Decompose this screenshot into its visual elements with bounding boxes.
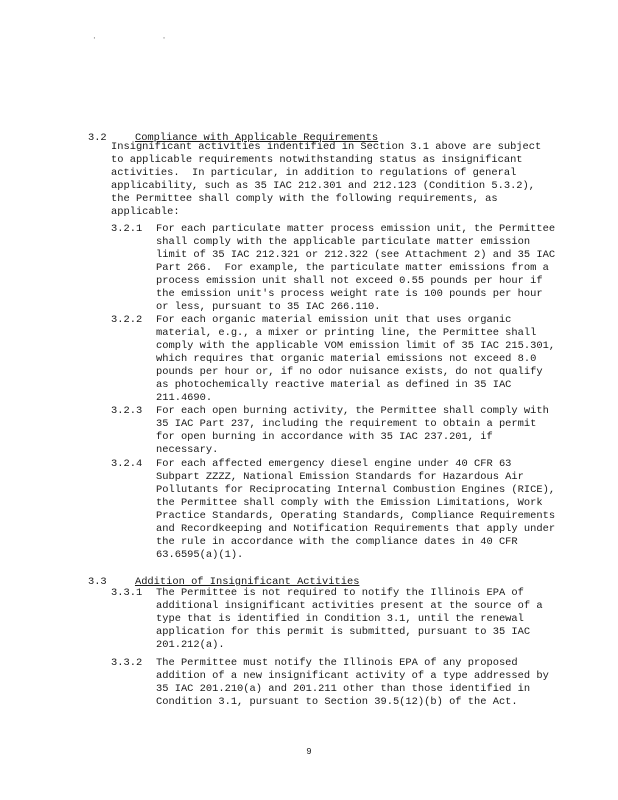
section-number: 3.2 bbox=[87, 132, 107, 144]
intro-line: activities. In particular, in addition to regulations of general bbox=[111, 167, 517, 179]
text-line: process emission unit shall not exceed 0.55 pounds per hour if bbox=[156, 275, 543, 287]
condition-number: 3.2.1 bbox=[111, 223, 143, 235]
section-title: Addition of Insignificant Activities bbox=[134, 576, 360, 588]
text-line: application for this permit is submitted, pursuant to 35 IAC bbox=[156, 626, 531, 638]
condition-number: 3.3.2 bbox=[111, 657, 143, 669]
text-line: type that is identified in Condition 3.1, until the renewal bbox=[156, 613, 524, 625]
condition-number: 3.2.2 bbox=[111, 314, 143, 326]
text-line: limit of 35 IAC 212.321 or 212.322 (see Attachment 2) and 35 IAC bbox=[156, 249, 556, 261]
text-line: the rule in accordance with the compliance dates in 40 CFR bbox=[156, 536, 518, 548]
section-number: 3.3 bbox=[87, 576, 107, 588]
condition-number: 3.3.1 bbox=[111, 587, 143, 599]
condition-text bbox=[156, 587, 556, 652]
intro-line: to applicable requirements notwithstanding status as insignificant bbox=[111, 154, 523, 166]
condition-text bbox=[156, 458, 556, 562]
intro-line: applicability, such as 35 IAC 212.301 and 212.123 (Condition 5.3.2), bbox=[111, 180, 536, 192]
text-line: material, e.g., a mixer or printing line, the Permittee shall bbox=[156, 327, 537, 339]
intro-line: the Permittee shall comply with the following requirements, as bbox=[111, 193, 498, 205]
text-line: 63.6595(a)(1). bbox=[156, 549, 244, 561]
text-line: the emission unit's process weight rate is 100 pounds per hour bbox=[156, 288, 543, 300]
text-line: which requires that organic material emissions not exceed 8.0 bbox=[156, 353, 537, 365]
text-line: additional insignificant activities present at the source of a bbox=[156, 600, 543, 612]
scan-artifact-dots: · · bbox=[92, 34, 197, 43]
page-number: 9 bbox=[306, 747, 312, 757]
text-line: the Permittee shall comply with the Emission Limitations, Work bbox=[156, 497, 543, 509]
text-line: Subpart ZZZZ, National Emission Standards for Hazardous Air bbox=[156, 471, 524, 483]
text-line: Practice Standards, Operating Standards, Compliance Requirements bbox=[156, 510, 556, 522]
text-line: for open burning in accordance with 35 IAC 237.201, if bbox=[156, 431, 493, 443]
text-line: and Recordkeeping and Notification Requirements that apply under bbox=[156, 523, 556, 535]
text-line: or less, pursuant to 35 IAC 266.110. bbox=[156, 301, 381, 313]
text-line: Part 266. For example, the particulate matter emissions from a bbox=[156, 262, 549, 274]
text-line: 35 IAC Part 237, including the requirement to obtain a permit bbox=[156, 418, 537, 430]
section-title: Compliance with Applicable Requirements bbox=[134, 132, 379, 144]
text-line: 211.4690. bbox=[156, 392, 213, 404]
intro-line: Insignificant activities indentified in Section 3.1 above are subject bbox=[111, 141, 542, 153]
text-line: as photochemically reactive material as defined in 35 IAC bbox=[156, 379, 512, 391]
text-line: For each open burning activity, the Permittee shall comply with bbox=[156, 405, 549, 417]
condition-text bbox=[156, 657, 556, 709]
text-line: necessary. bbox=[156, 444, 219, 456]
text-line: For each affected emergency diesel engine under 40 CFR 63 bbox=[156, 458, 512, 470]
text-line: The Permittee is not required to notify the Illinois EPA of bbox=[156, 587, 524, 599]
text-line: shall comply with the applicable particulate matter emission bbox=[156, 236, 531, 248]
condition-text bbox=[156, 405, 556, 457]
text-line: 201.212(a). bbox=[156, 639, 225, 651]
text-line: 35 IAC 201.210(a) and 201.211 other than those identified in bbox=[156, 683, 531, 695]
section-3-2-intro bbox=[111, 141, 551, 219]
text-line: Pollutants for Reciprocating Internal Combustion Engines (RICE), bbox=[156, 484, 556, 496]
text-line: Condition 3.1, pursuant to Section 39.5(12)(b) of the Act. bbox=[156, 696, 518, 708]
intro-line: applicable: bbox=[111, 206, 180, 218]
text-line: comply with the applicable VOM emission limit of 35 IAC 215.301, bbox=[156, 340, 556, 352]
text-line: For each particulate matter process emission unit, the Permittee bbox=[156, 223, 556, 235]
text-line: For each organic material emission unit that uses organic bbox=[156, 314, 512, 326]
text-line: addition of a new insignificant activity of a type addressed by bbox=[156, 670, 549, 682]
condition-number: 3.2.3 bbox=[111, 405, 143, 417]
text-line: pounds per hour or, if no odor nuisance exists, do not qualify bbox=[156, 366, 543, 378]
condition-text bbox=[156, 314, 556, 405]
condition-number: 3.2.4 bbox=[111, 458, 143, 470]
text-line: The Permittee must notify the Illinois EPA of any proposed bbox=[156, 657, 518, 669]
condition-text bbox=[156, 223, 556, 314]
